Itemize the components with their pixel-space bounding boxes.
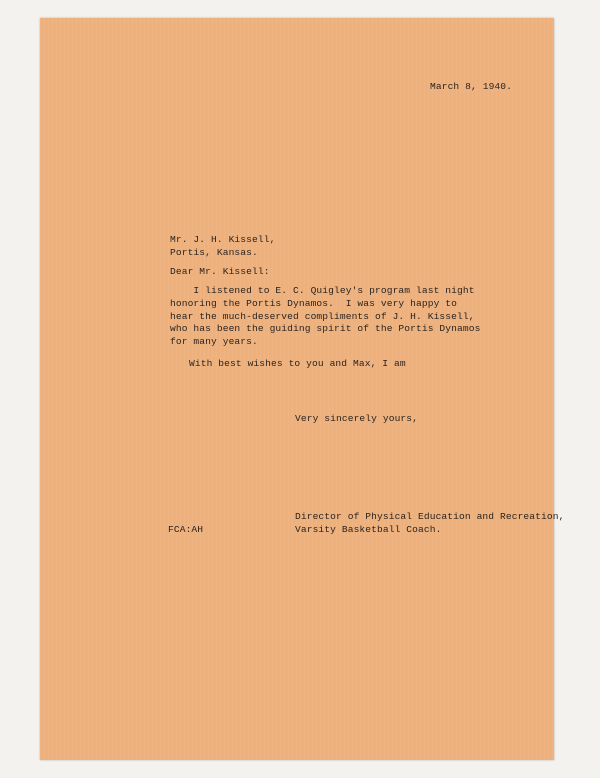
signature-block — [295, 511, 564, 537]
letter-body — [170, 285, 480, 349]
closing-line: With best wishes to you and Max, I am — [189, 358, 406, 369]
valediction: Very sincerely yours, — [295, 413, 419, 424]
salutation: Dear Mr. Kissell: — [170, 266, 270, 277]
recipient-address-line: Portis, Kansas. — [170, 246, 258, 258]
signature-title-line: Director of Physical Education and Recreation, — [295, 511, 565, 522]
body-line: hear the much-deserved compliments of J. H. Kissell, — [170, 310, 475, 322]
letter-date: March 8, 1940. — [430, 81, 513, 92]
body-line: I listened to E. C. Quigley's program last night — [170, 285, 475, 296]
body-line: for many years. — [170, 336, 258, 348]
body-line: who has been the guiding spirit of the Portis Dynamos — [170, 323, 481, 335]
letter-page — [40, 18, 565, 760]
recipient-address — [170, 234, 275, 260]
recipient-address-line: Mr. J. H. Kissell, — [170, 234, 276, 245]
signature-title-line: Varsity Basketball Coach. — [295, 523, 442, 535]
reference-initials: FCA:AH — [168, 524, 204, 535]
body-line: honoring the Portis Dynamos. I was very happy to — [170, 297, 458, 309]
